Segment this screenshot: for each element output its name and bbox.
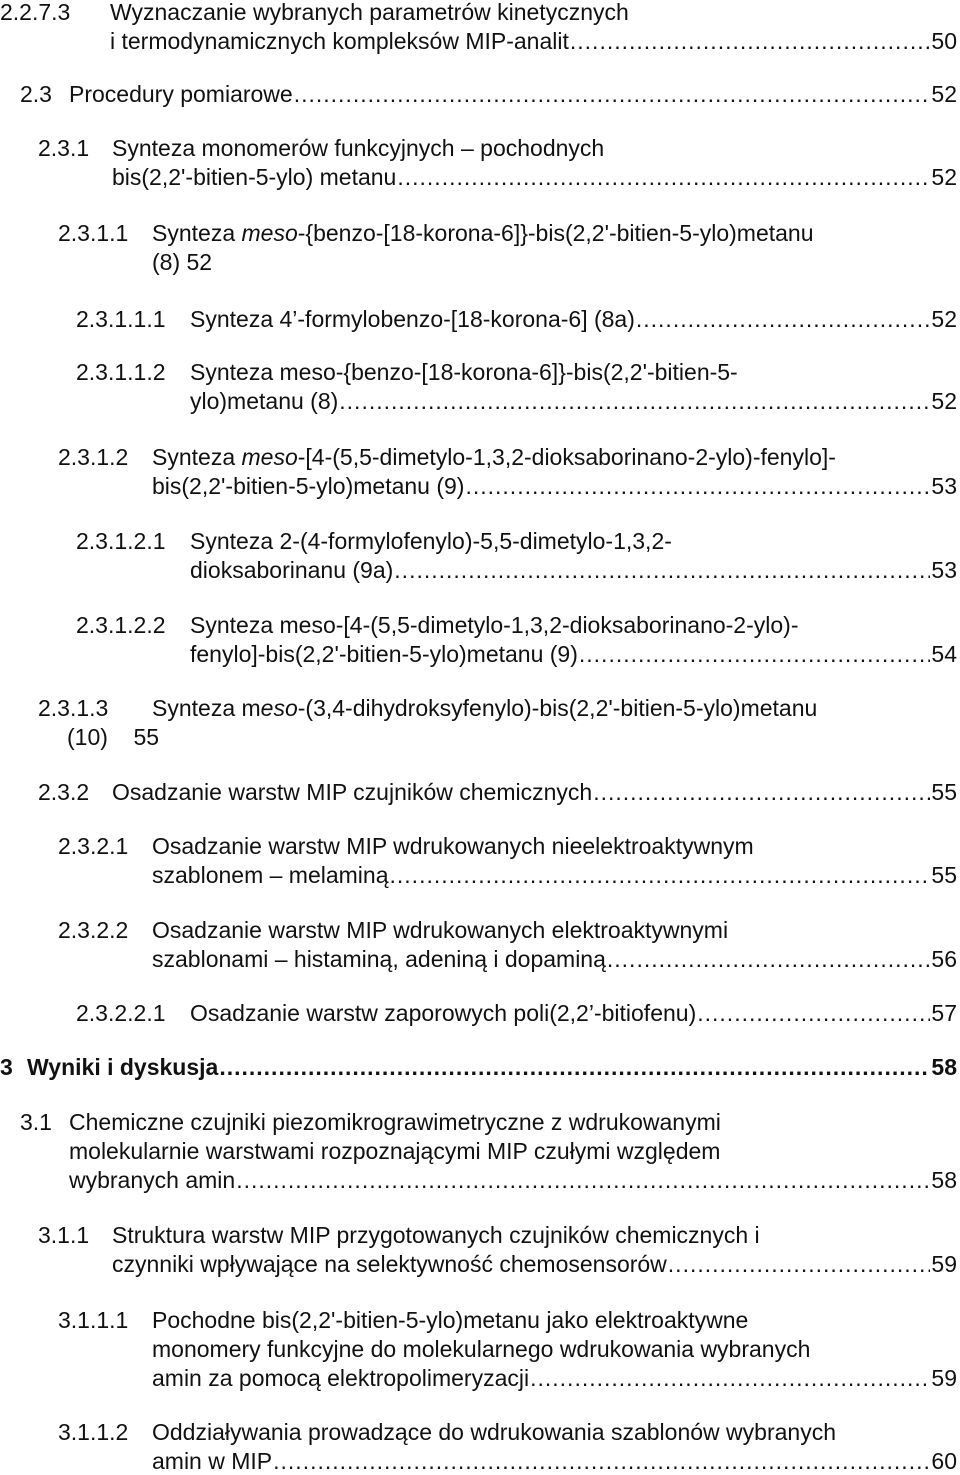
toc-dot-leader [294, 80, 931, 108]
toc-entry-number: 2.3.1.2 [58, 444, 129, 470]
toc-entry-title: Osadzanie warstw MIP czujników chemicznych [112, 779, 593, 805]
toc-entry-title-line-2: (8) 52 [152, 249, 213, 275]
toc-entry-number: 2.3.2.1 [58, 833, 129, 859]
toc-chapter-page[interactable]: 58 [931, 1054, 957, 1080]
toc-entry-title-line-1: Synteza meso-{benzo-[18-korona-6]}-bis(2,2'-bitien-5- [190, 359, 738, 385]
toc-entry-3-1 [20, 1108, 957, 1194]
toc-entry-title-line-2: (10) 55 [67, 724, 160, 750]
toc-entry-number: 2.3.1 [38, 135, 90, 161]
toc-entry-number: 2.2.7.3 [0, 0, 71, 25]
toc-dot-leader [593, 778, 930, 806]
toc-entry-page[interactable]: 55 [931, 862, 957, 888]
toc-dot-leader [390, 861, 931, 889]
toc-dot-leader [236, 1166, 930, 1194]
toc-entry-title-line-1: Synteza meso-[4-(5,5-dimetylo-1,3,2-dioksaborinano-2-ylo)- [190, 612, 799, 638]
toc-entry-number: 2.3.1.2.2 [76, 612, 166, 638]
toc-entry-number: 2.3.2.2.1 [76, 1000, 166, 1026]
toc-entry-title-line-2: czynniki wpływające na selektywność chemosensorów [112, 1251, 667, 1277]
toc-chapter-title: Wyniki i dyskusja [27, 1054, 219, 1080]
toc-entry-page[interactable]: 52 [931, 81, 957, 107]
toc-entry-number: 2.3.1.2.1 [76, 528, 166, 554]
toc-entry-page[interactable]: 59 [931, 1251, 957, 1277]
toc-entry-number: 2.3 [20, 81, 52, 107]
toc-entry-number: 2.3.2.2 [58, 917, 129, 943]
toc-entry-2-3-1-2 [58, 443, 957, 500]
toc-dot-leader [273, 1447, 930, 1475]
toc-dot-leader [397, 163, 930, 191]
toc-entry-title-line-1: Chemiczne czujniki piezomikrograwimetryczne z wdrukowanymi [69, 1109, 721, 1135]
toc-entry-title-line-1 [152, 694, 817, 723]
toc-entry-title-line-2: fenylo]-bis(2,2'-bitien-5-ylo)metanu (9) [190, 641, 578, 667]
toc-entry-page[interactable]: 53 [931, 557, 957, 583]
toc-dot-leader [697, 999, 930, 1027]
toc-entry-2-3-1-1-2 [76, 358, 957, 415]
title-text: -[4-(5,5-dimetylo-1,3,2-dioksaborinano-2-ylo)-fenylo]- [297, 444, 836, 470]
toc-entry-title-line-1: Oddziaływania prowadzące do wdrukowania szablonów wybranych [152, 1419, 836, 1445]
toc-dot-leader [636, 305, 931, 333]
toc-entry-title-line-2: amin w MIP [152, 1448, 273, 1474]
toc-entry-number: 3.1.1.1 [58, 1307, 129, 1333]
toc-dot-leader [339, 387, 930, 415]
toc-entry-page[interactable]: 59 [931, 1365, 957, 1391]
toc-entry-number: 3.1 [20, 1109, 52, 1135]
title-italic-text: meso [241, 444, 298, 470]
title-text: -(3,4-dihydroksyfenylo)-bis(2,2'-bitien-5-ylo)metanu [297, 695, 818, 721]
toc-entry-title-line-1: Pochodne bis(2,2'-bitien-5-ylo)metanu jako elektroaktywne [152, 1307, 749, 1333]
toc-entry-2-3-1-3 [38, 694, 957, 752]
title-italic-text: eso [260, 695, 298, 721]
toc-entry-title-line-2: molekularnie warstwami rozpoznającymi MIP czułymi względem [69, 1138, 721, 1164]
toc-entry-title-line-2: bis(2,2'-bitien-5-ylo)metanu (9) [152, 473, 465, 499]
toc-entry-number: 2.3.1.1 [58, 220, 129, 246]
toc-entry-2-3-1-1-1 [76, 305, 957, 333]
toc-dot-leader [579, 640, 931, 668]
toc-entry-title-line-1: Wyznaczanie wybranych parametrów kinetycznych [110, 0, 629, 25]
toc-entry-2-3-1-2-1 [76, 527, 957, 584]
toc-entry-number: 2.3.1.3 [38, 695, 109, 721]
toc-entry-title-line-2: ylo)metanu (8) [190, 388, 339, 414]
toc-entry-title-line-2: szablonem – melaminą [152, 862, 389, 888]
toc-entry-title-line-1: Synteza 2-(4-formylofenylo)-5,5-dimetylo-1,3,2- [190, 528, 672, 554]
toc-entry-title-line-3: amin za pomocą elektropolimeryzacji [152, 1365, 530, 1391]
toc-entry-title-line-1 [152, 443, 836, 472]
toc-entry-number: 3.1.1 [38, 1222, 90, 1248]
toc-dot-leader [607, 945, 931, 973]
toc-entry-2-3-1-2-2 [76, 611, 957, 668]
toc-entry-3-1-1 [38, 1221, 957, 1278]
toc-entry-page[interactable]: 50 [931, 28, 957, 54]
toc-entry-number: 2.3.1.1.1 [76, 306, 166, 332]
toc-entry-title-line-1: Struktura warstw MIP przygotowanych czujników chemicznych i [112, 1222, 760, 1248]
toc-entry-2-3-1-1 [58, 219, 957, 277]
toc-dot-leader [394, 556, 930, 584]
toc-entry-title-line-1: Synteza monomerów funkcyjnych – pochodnych [112, 135, 605, 161]
title-italic-text: meso [241, 220, 298, 246]
toc-dot-leader [530, 1364, 930, 1392]
toc-entry-title-line-1 [152, 219, 814, 248]
toc-entry-2-3 [20, 80, 957, 108]
title-text: Synteza [152, 444, 242, 470]
toc-entry-title-line-1: Osadzanie warstw MIP wdrukowanych elektroaktywnymi [152, 917, 729, 943]
toc-entry-title: Procedury pomiarowe [69, 81, 293, 107]
toc-entry-number: 2.3.1.1.2 [76, 359, 166, 385]
toc-entry-page[interactable]: 54 [931, 641, 957, 667]
title-text: Synteza m [152, 695, 261, 721]
toc-entry-page[interactable]: 55 [931, 779, 957, 805]
title-text: -{benzo-[18-korona-6]}-bis(2,2'-bitien-5-ylo)metanu [297, 220, 814, 246]
toc-entry-page[interactable]: 52 [931, 388, 957, 414]
toc-entry-title-line-2: monomery funkcyjne do molekularnego wdrukowania wybranych [152, 1336, 811, 1362]
toc-entry-page[interactable]: 53 [931, 473, 957, 499]
toc-entry-page[interactable]: 57 [931, 1000, 957, 1026]
toc-chapter-number: 3 [0, 1054, 13, 1080]
toc-entry-page[interactable]: 60 [931, 1448, 957, 1474]
toc-entry-2-3-2-1 [58, 832, 957, 889]
toc-entry-2-2-7-3 [0, 0, 957, 55]
toc-entry-title: Synteza 4’-formylobenzo-[18-korona-6] (8a) [190, 306, 635, 332]
toc-entry-3-1-1-2 [58, 1418, 957, 1475]
toc-entry-2-3-2 [38, 778, 957, 806]
toc-chapter-3 [0, 1053, 957, 1081]
toc-dot-leader [570, 27, 931, 55]
toc-entry-title-line-2: szablonami – histaminą, adeniną i dopaminą [152, 946, 606, 972]
toc-entry-title-line-3: wybranych amin [69, 1167, 236, 1193]
toc-entry-title-line-2: i termodynamicznych kompleksów MIP-analit [110, 28, 569, 54]
toc-entry-page[interactable]: 56 [931, 946, 957, 972]
toc-entry-2-3-2-2 [58, 916, 957, 973]
toc-entry-page[interactable]: 52 [931, 306, 957, 332]
toc-dot-leader [465, 472, 930, 500]
toc-entry-page[interactable]: 52 [931, 164, 957, 190]
toc-entry-2-3-2-2-1 [76, 999, 957, 1027]
toc-entry-title-line-2: bis(2,2'-bitien-5-ylo) metanu [112, 164, 397, 190]
toc-dot-leader [668, 1250, 931, 1278]
toc-dot-leader [219, 1053, 930, 1081]
toc-entry-number: 2.3.2 [38, 779, 90, 805]
toc-entry-page[interactable]: 58 [931, 1167, 957, 1193]
title-text: Synteza [152, 220, 242, 246]
toc-entry-3-1-1-1 [58, 1306, 957, 1392]
toc-entry-title-line-2: dioksaborinanu (9a) [190, 557, 394, 583]
toc-entry-title: Osadzanie warstw zaporowych poli(2,2’-bitiofenu) [190, 1000, 697, 1026]
toc-entry-title-line-1: Osadzanie warstw MIP wdrukowanych nieelektroaktywnym [152, 833, 754, 859]
toc-entry-2-3-1 [38, 134, 957, 191]
toc-entry-number: 3.1.1.2 [58, 1419, 129, 1445]
